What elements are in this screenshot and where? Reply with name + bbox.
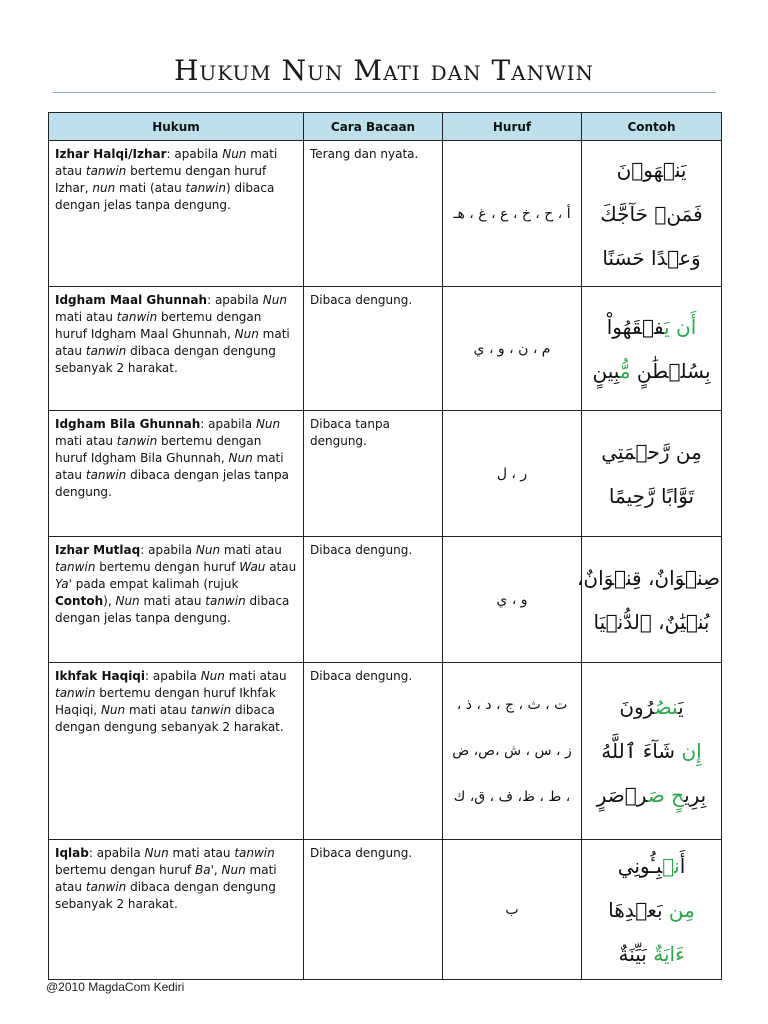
cara-bacaan-cell: Dibaca dengung. (304, 287, 443, 411)
header-hukum: Hukum (49, 113, 304, 141)
hukum-cell (49, 840, 304, 980)
hukum-term: Ikhfak Haqiqi (55, 669, 146, 683)
title-divider (53, 92, 716, 93)
contoh-example (583, 430, 720, 474)
hukum-description: : apabila Nun mati atau tanwin bertemu dengan huruf Ikhfak Haqiqi, Nun mati atau tanwin dibaca dengan dengung sebanyak 2 harakat. (55, 669, 287, 734)
table-row (49, 663, 722, 840)
contoh-text: رۡصَرٍ (596, 783, 648, 807)
contoh-text: صِنۡوَانٌ، قِنۡوَانٌ، (576, 565, 720, 590)
contoh-text: تَوَّابًا رَّحِيمًا (608, 483, 695, 508)
contoh-text: يَنۡهَوۡنَ (616, 157, 687, 182)
huruf-cell (443, 411, 582, 537)
contoh-highlight: نۢ (662, 853, 680, 878)
contoh-example (583, 729, 720, 773)
tajwid-table (48, 112, 722, 980)
hukum-description: : apabila Nun mati atau tanwin bertemu dengan huruf Wau atau Ya' pada empat kalimah (rujuk Contoh), Nun mati atau tanwin dibaca dengan jelas tanpa dengung. (55, 543, 297, 625)
contoh-text: بِـُٔونِي (617, 853, 663, 878)
contoh-text: فۡقَهُواْ (606, 314, 665, 339)
table-row (49, 141, 722, 287)
contoh-highlight: أَن (676, 314, 697, 339)
hukum-term: Iqlab (55, 846, 89, 860)
huruf-letters: م ، ن ، و ، ي (473, 340, 551, 357)
cara-bacaan-cell: Dibaca dengung. (304, 840, 443, 980)
contoh-example (583, 773, 720, 817)
table-row (49, 411, 722, 537)
contoh-cell (582, 663, 722, 840)
contoh-highlight: مِن (668, 897, 695, 922)
cara-bacaan-cell: Dibaca dengung. (304, 537, 443, 663)
contoh-example (576, 556, 720, 600)
contoh-text: رُونَ (619, 695, 655, 719)
contoh-text: بُنۡيَٰنٌ، ٱلدُّنۡيَا (593, 609, 710, 634)
hukum-cell (49, 537, 304, 663)
hukum-description: : apabila Nun mati atau tanwin bertemu dengan huruf Idgham Bila Ghunnah, Nun mati atau tanwin dibaca dengan jelas tanpa dengung. (55, 417, 289, 499)
contoh-highlight: مُّ (619, 358, 631, 383)
header-cara-bacaan: Cara Bacaan (304, 113, 443, 141)
contoh-text: بِينٍ (592, 358, 620, 383)
huruf-cell (443, 840, 582, 980)
header-contoh: Contoh (582, 113, 722, 141)
huruf-letters: ب (505, 901, 519, 918)
contoh-example (583, 685, 720, 729)
contoh-example (583, 236, 720, 280)
hukum-cell (49, 663, 304, 840)
contoh-example (583, 148, 720, 192)
contoh-cell (582, 840, 722, 980)
huruf-letters: ت ، ث ، ج ، د ، ذ ، ز ، س ، ش ،ص، ض ، ط ، ظ، ف ، ق، ك (452, 697, 572, 805)
contoh-highlight: ءَايَةٌ (653, 941, 685, 966)
huruf-cell (443, 287, 582, 411)
contoh-text: مِن رَّحۡمَتِي (601, 439, 702, 464)
cara-bacaan-cell: Dibaca tanpa dengung. (304, 411, 443, 537)
contoh-text: يَ (678, 695, 684, 719)
contoh-cell (576, 537, 722, 663)
hukum-term: Izhar Halqi/Izhar (55, 147, 167, 161)
contoh-text: بَعۡدِهَا (608, 897, 669, 922)
huruf-cell (443, 663, 582, 840)
contoh-example (583, 192, 720, 236)
huruf-letters: ر ، ل (496, 465, 528, 482)
contoh-text: بِرِي (684, 783, 707, 807)
huruf-cell (443, 537, 582, 663)
contoh-text: أَ (679, 853, 686, 878)
table-row (49, 537, 722, 663)
contoh-text: شَآءَ ٱللَّهُ (601, 739, 682, 763)
hukum-term: Idgham Bila Ghunnah (55, 417, 201, 431)
hukum-term: Izhar Mutlaq (55, 543, 141, 557)
contoh-cell (582, 287, 722, 411)
contoh-text: بِسُلۡطَٰنٍ (636, 358, 711, 383)
table-row (49, 287, 722, 411)
cara-bacaan-cell: Terang dan nyata. (304, 141, 443, 287)
contoh-text: وَعۡدًا حَسَنًا (602, 245, 701, 270)
table-header-row (49, 113, 722, 141)
contoh-example (583, 349, 720, 393)
contoh-example (583, 474, 720, 518)
contoh-highlight: نصُ (654, 695, 679, 719)
hukum-description: : apabila Nun mati atau tanwin bertemu dengan huruf Ba', Nun mati atau tanwin dibaca dengan dengung sebanyak 2 harakat. (55, 846, 277, 911)
contoh-example (583, 888, 720, 932)
hukum-cell (49, 411, 304, 537)
hukum-cell (49, 287, 304, 411)
contoh-example (583, 932, 720, 976)
hukum-description: : apabila Nun mati atau tanwin bertemu dengan huruf Idgham Maal Ghunnah, Nun mati atau tanwin dibaca dengan dengung sebanyak 2 harakat. (55, 293, 290, 375)
contoh-highlight: يَ (664, 314, 670, 339)
contoh-highlight: إِن (681, 739, 702, 763)
contoh-text: بَيِّنَةٌ (618, 941, 654, 966)
contoh-example (583, 844, 720, 888)
header-huruf: Huruf (443, 113, 582, 141)
contoh-example (583, 305, 720, 349)
table-body (49, 141, 722, 980)
contoh-cell (582, 411, 722, 537)
cara-bacaan-cell: Dibaca dengung. (304, 663, 443, 840)
huruf-cell (443, 141, 582, 287)
contoh-highlight: حٍ صَ (647, 783, 685, 807)
footer-copyright: @2010 MagdaCom Kediri (46, 980, 185, 994)
page-title: Hukum Nun Mati dan Tanwin (173, 54, 595, 87)
contoh-text: فَمَنۡ حَآجَّكَ (600, 201, 703, 226)
contoh-example (583, 600, 720, 644)
hukum-cell (49, 141, 304, 287)
table-row (49, 840, 722, 980)
hukum-description: : apabila Nun mati atau tanwin bertemu dengan huruf Izhar, nun mati (atau tanwin) dibaca dengan jelas tanpa dengung. (55, 147, 278, 212)
huruf-letters: و ، ي (496, 591, 528, 608)
huruf-letters: أ ، ح ، خ ، ع ، غ ، هـ (453, 205, 571, 222)
contoh-cell (582, 141, 722, 287)
hukum-term: Idgham Maal Ghunnah (55, 293, 208, 307)
